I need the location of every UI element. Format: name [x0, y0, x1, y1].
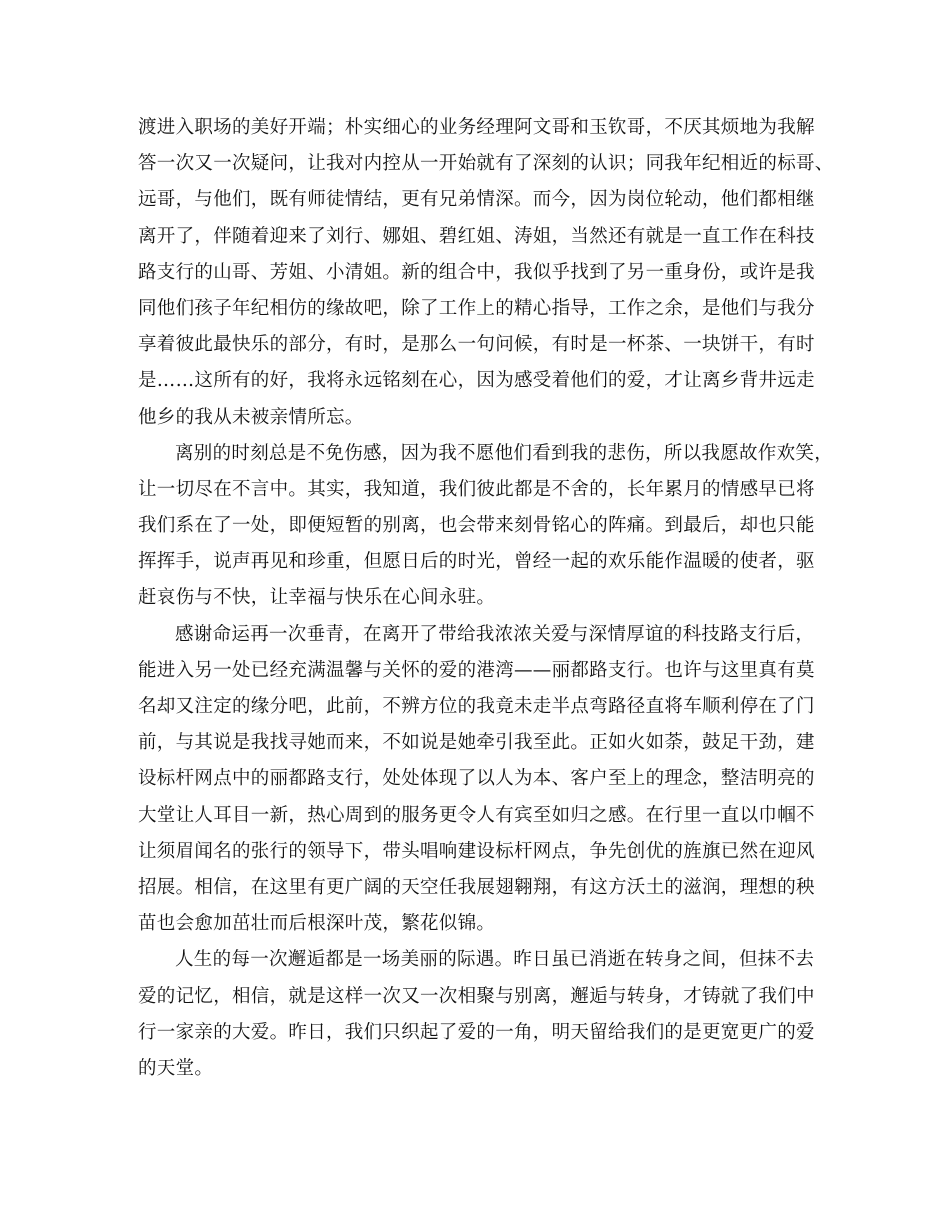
paragraph-1	[138, 110, 834, 436]
text-line: 爱的记忆，相信，就是这样一次又一次相聚与别离，邂逅与转身，才铸就了我们中	[138, 985, 815, 1007]
text-line: 答一次又一次疑问，让我对内控从一开始就有了深刻的认识；同我年纪相近的标哥、	[138, 153, 834, 175]
text-line: 的天堂。	[138, 1057, 214, 1079]
text-line: 渡进入职场的美好开端；朴实细心的业务经理阿文哥和玉钦哥，不厌其烦地为我解	[138, 117, 815, 138]
text-line: 他乡的我从未被亲情所忘。	[138, 406, 364, 428]
text-line: 同他们孩子年纪相仿的缘故吧，除了工作上的精心指导，工作之余，是他们与我分	[138, 297, 815, 319]
text-line: 招展。相信，在这里有更广阔的天空任我展翅翱翔，有这方沃土的滋润，理想的秧	[138, 876, 815, 898]
text-line: 感谢命运再一次垂青，在离开了带给我浓浓关爱与深情厚谊的科技路支行后，	[175, 623, 815, 645]
text-line: 挥挥手，说声再见和珍重，但愿日后的时光，曾经一起的欢乐能作温暖的使者，驱	[138, 551, 815, 573]
text-line: 离别的时刻总是不免伤感，因为我不愿他们看到我的悲伤，所以我愿故作欢笑，	[175, 442, 834, 464]
text-line: 前，与其说是我找寻她而来，不如说是她牵引我至此。正如火如荼，鼓足干劲，建	[138, 732, 815, 754]
text-line: 人生的每一次邂逅都是一场美丽的际遇。昨日虽已消逝在转身之间，但抹不去	[175, 949, 815, 971]
paragraph-4	[138, 942, 818, 1087]
text-line: 名却又注定的缘分吧，此前，不辨方位的我竟未走半点弯路径直将车顺利停在了门	[138, 696, 815, 717]
text-line: 远哥，与他们，既有师徒情结，更有兄弟情深。而今，因为岗位轮动，他们都相继	[138, 189, 815, 211]
text-line: 离开了，伴随着迎来了刘行、娜姐、碧红姐、涛姐，当然还有就是一直工作在科技	[138, 225, 815, 247]
text-line: 是……这所有的好，我将永远铭刻在心，因为感受着他们的爱，才让离乡背井远走	[138, 370, 815, 392]
text-line: 能进入另一处已经充满温馨与关怀的爱的港湾——丽都路支行。也许与这里真有莫	[138, 659, 815, 681]
text-line: 让须眉闻名的张行的领导下，带头唱响建设标杆网点，争先创优的旌旗已然在迎风	[138, 840, 815, 862]
paragraph-2	[138, 436, 834, 617]
document-body	[138, 110, 834, 1087]
text-line: 让一切尽在不言中。其实，我知道，我们彼此都是不舍的，长年累月的情感早已将	[138, 478, 815, 500]
text-line: 设标杆网点中的丽都路支行，处处体现了以人为本、客户至上的理念，整洁明亮的	[138, 768, 815, 790]
paragraph-3	[138, 617, 818, 943]
text-line: 赶哀伤与不快，让幸福与快乐在心间永驻。	[138, 587, 496, 609]
text-line: 苗也会愈加茁壮而后根深叶茂，繁花似锦。	[138, 913, 496, 935]
text-line: 享着彼此最快乐的部分，有时，是那么一句问候，有时是一杯茶、一块饼干，有时	[138, 334, 815, 356]
text-line: 我们系在了一处，即便短暂的别离，也会带来刻骨铭心的阵痛。到最后，却也只能	[138, 515, 815, 537]
text-line: 路支行的山哥、芳姐、小清姐。新的组合中，我似乎找到了另一重身份，或许是我	[138, 261, 815, 283]
text-line: 大堂让人耳目一新，热心周到的服务更令人有宾至如归之感。在行里一直以巾帼不	[138, 804, 815, 826]
text-line: 行一家亲的大爱。昨日，我们只织起了爱的一角，明天留给我们的是更宽更广的爱	[138, 1021, 815, 1043]
